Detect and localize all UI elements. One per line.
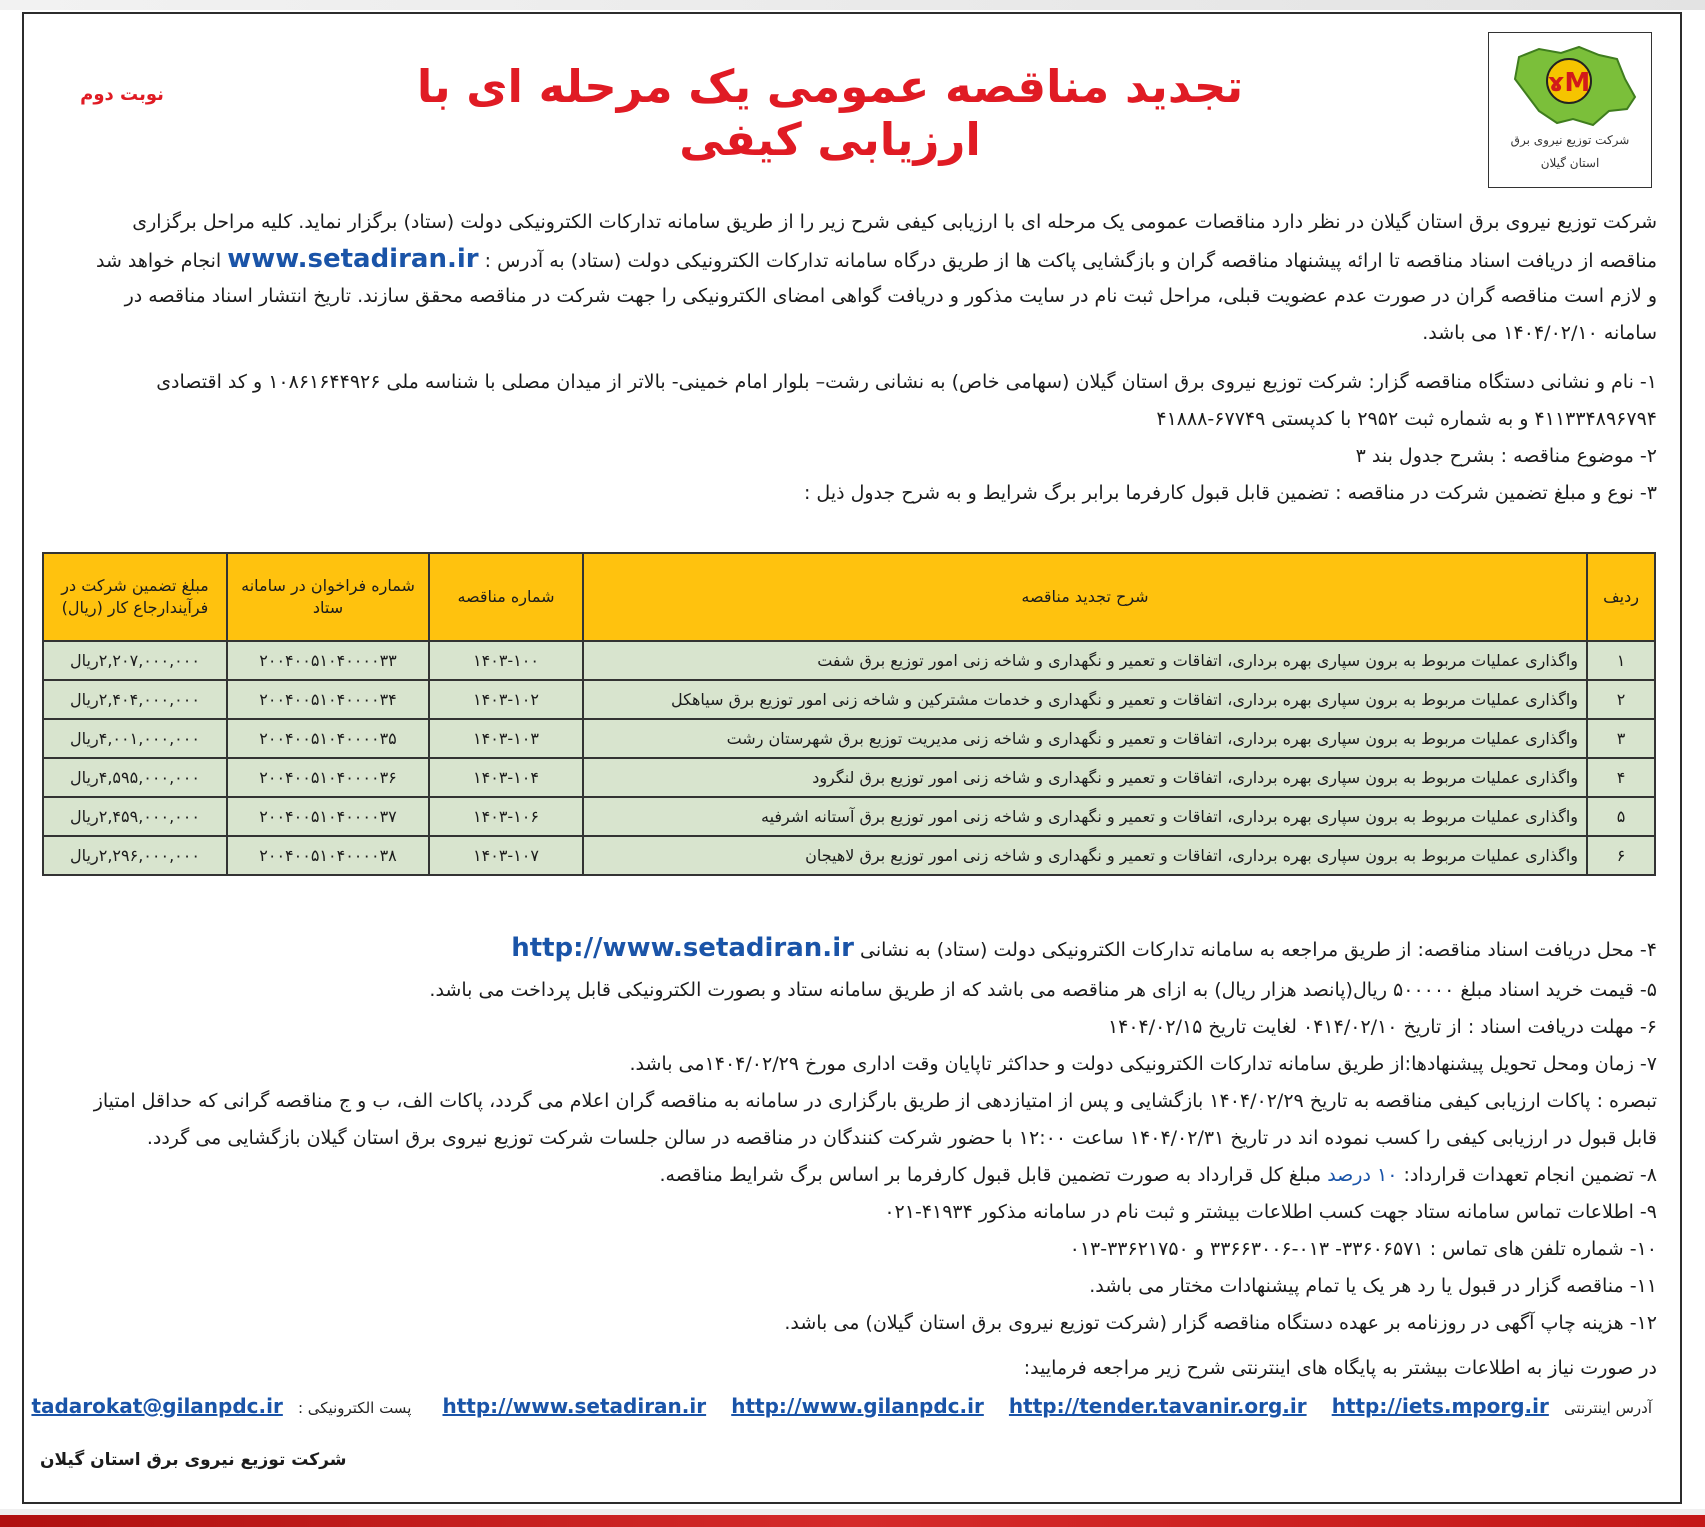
cell-desc: واگذاری عملیات مربوط به برون سپاری بهره برداری، اتفاقات و تعمیر و نگهداری و شاخه زنی امور توزیع برق لنگرود (583, 758, 1587, 797)
item-2: ۲- موضوع مناقصه : بشرح جدول بند ۳ (1355, 445, 1657, 467)
item-10: ۱۰- شماره تلفن های تماس : ۳۳۶۰۶۵۷۱- ۰۱۳-۳۳۶۶۳۰۰۶ و ۳۳۶۲۱۷۵۰-۰۱۳ (1069, 1238, 1657, 1260)
cell-guarantee: ۴,۵۹۵,۰۰۰,۰۰۰ریال (43, 758, 227, 797)
tenders-table (42, 552, 1656, 876)
table-row (43, 758, 1655, 797)
header-call-number: شماره فراخوان در سامانه ستاد (227, 553, 429, 641)
intro-line-2-end: انجام خواهد شد (95, 250, 222, 272)
cell-tender-no: ۱۴۰۳-۱۰۷ (429, 836, 583, 875)
header-guarantee: مبلغ تضمین شرکت در فرآیندارجاع کار (ریال) (43, 553, 227, 641)
cell-row: ۳ (1587, 719, 1655, 758)
cell-tender-no: ۱۴۰۳-۱۰۰ (429, 641, 583, 680)
setad-link-item-4[interactable]: http://www.setadiran.ir (511, 933, 854, 963)
table-row (43, 719, 1655, 758)
item-11: ۱۱- مناقصه گزار در قبول یا رد هر یک یا تمام پیشنهادات مختار می باشد. (1089, 1275, 1657, 1297)
cell-desc: واگذاری عملیات مربوط به برون سپاری بهره برداری، اتفاقات و تعمیر و نگهداری و شاخه زنی امور توزیع برق شفت (583, 641, 1587, 680)
cell-row: ۶ (1587, 836, 1655, 875)
cell-guarantee: ۲,۲۰۷,۰۰۰,۰۰۰ریال (43, 641, 227, 680)
header-row-number: ردیف (1587, 553, 1655, 641)
round-label: نوبت دوم (80, 84, 164, 105)
table-row (43, 797, 1655, 836)
intro-line-4: سامانه ۱۴۰۴/۰۲/۱۰ می باشد. (1422, 322, 1657, 344)
cell-row: ۲ (1587, 680, 1655, 719)
item-4 (47, 930, 1657, 969)
intro-line-2 (47, 241, 1657, 280)
iran-map-power-logo-icon (1499, 39, 1643, 135)
intro-line-2-text: مناقصه از دریافت اسناد مناقصه تا ارائه پیشنهاد مناقصه گران و بازگشایی پاکت ها از طریق درگاه سامانه تدارکات الکترونیکی دولت (ستاد) به آدرس : (484, 250, 1657, 272)
item-7: ۷- زمان ومحل تحویل پیشنهادها:از طریق سامانه تدارکات الکترونیکی دولت و حداکثر تاپایان وقت اداری مورخ ۱۴۰۴/۰۲/۲۹می باشد. (629, 1053, 1657, 1075)
web-address-label: آدرس اینترنتی (1563, 1399, 1652, 1417)
mporg-link[interactable]: http://iets.mporg.ir (1331, 1394, 1549, 1418)
cell-row: ۴ (1587, 758, 1655, 797)
item-12: ۱۲- هزینه چاپ آگهی در روزنامه بر عهده دستگاه مناقصه گزار (شرکت توزیع نیروی برق استان گیلان) می باشد. (784, 1312, 1657, 1334)
setad-link[interactable]: http://www.setadiran.ir (442, 1394, 707, 1418)
table-row (43, 836, 1655, 875)
cell-tender-no: ۱۴۰۳-۱۰۴ (429, 758, 583, 797)
cell-desc: واگذاری عملیات مربوط به برون سپاری بهره برداری، اتفاقات و تعمیر و نگهداری و شاخه زنی امور توزیع برق آستانه اشرفیه (583, 797, 1587, 836)
cell-call-no: ۲۰۰۴۰۰۵۱۰۴۰۰۰۰۳۳ (227, 641, 429, 680)
item-8-percent: ۱۰ درصد (1327, 1164, 1398, 1186)
item-8-text-b: مبلغ کل قرارداد به صورت تضمین قابل قبول کارفرما بر اساس برگ شرایط مناقصه. (659, 1164, 1322, 1186)
email-link[interactable]: tadarokat@gilanpdc.ir (31, 1394, 283, 1418)
cell-call-no: ۲۰۰۴۰۰۵۱۰۴۰۰۰۰۳۶ (227, 758, 429, 797)
cell-row: ۵ (1587, 797, 1655, 836)
tavanir-link[interactable]: http://tender.tavanir.org.ir (1008, 1394, 1307, 1418)
setad-link-inline[interactable]: www.setadiran.ir (227, 244, 479, 274)
cell-tender-no: ۱۴۰۳-۱۰۳ (429, 719, 583, 758)
header-description: شرح تجدید مناقصه (583, 553, 1587, 641)
cell-call-no: ۲۰۰۴۰۰۵۱۰۴۰۰۰۰۳۸ (227, 836, 429, 875)
intro-line-1: شرکت توزیع نیروی برق استان گیلان در نظر دارد مناقصات عمومی یک مرحله ای با ارزیابی کیفی شرح زیر را از طریق سامانه تدارکات الکترونیکی دولت (ستاد) برگزار نماید. کلیه مراحل برگزاری (132, 211, 1657, 233)
company-logo (1488, 32, 1652, 188)
cell-call-no: ۲۰۰۴۰۰۵۱۰۴۰۰۰۰۳۷ (227, 797, 429, 836)
svg-text:ɤM: ɤM (1547, 68, 1591, 98)
item-9: ۹- اطلاعات تماس سامانه ستاد جهت کسب اطلاعات بیشتر و ثبت نام در سامانه مذکور ۴۱۹۳۴-۰۲۱ (884, 1201, 1657, 1223)
item-4-text: ۴- محل دریافت اسناد مناقصه: از طریق مراجعه به سامانه تدارکات الکترونیکی دولت (ستاد) به نشانی (859, 939, 1657, 961)
cell-call-no: ۲۰۰۴۰۰۵۱۰۴۰۰۰۰۳۵ (227, 719, 429, 758)
gilan-link[interactable]: http://www.gilanpdc.ir (731, 1394, 984, 1418)
cell-call-no: ۲۰۰۴۰۰۵۱۰۴۰۰۰۰۳۴ (227, 680, 429, 719)
cell-guarantee: ۴,۰۰۱,۰۰۰,۰۰۰ریال (43, 719, 227, 758)
item-1-line-2: ۴۱۱۳۳۴۸۹۶۷۹۴ و به شماره ثبت ۲۹۵۲ با کدپستی ۶۷۷۴۹-۴۱۸۸۸ (1156, 408, 1657, 430)
cell-row: ۱ (1587, 641, 1655, 680)
cell-guarantee: ۲,۲۹۶,۰۰۰,۰۰۰ریال (43, 836, 227, 875)
bottom-red-strip (0, 1515, 1705, 1527)
item-8-text-a: ۸- تضمین انجام تعهدات قرارداد: (1403, 1164, 1657, 1186)
item-3: ۳- نوع و مبلغ تضمین شرکت در مناقصه : تضمین قابل قبول کارفرما برابر برگ شرایط و به شرح جدول ذیل : (803, 482, 1657, 504)
more-info: در صورت نیاز به اطلاعات بیشتر به پایگاه های اینترنتی شرح زیر مراجعه فرمایید: (1023, 1357, 1657, 1379)
table-row (43, 641, 1655, 680)
cell-guarantee: ۲,۴۰۴,۰۰۰,۰۰۰ریال (43, 680, 227, 719)
item-5: ۵- قیمت خرید اسناد مبلغ ۵۰۰۰۰۰ ریال(پانصد هزار ریال) به ازای هر مناقصه می باشد که از طریق سامانه ستاد و بصورت الکترونیکی قابل پرداخت می باشد. (429, 979, 1657, 1001)
logo-caption-2: استان گیلان (1540, 156, 1600, 170)
cell-tender-no: ۱۴۰۳-۱۰۶ (429, 797, 583, 836)
item-6: ۶- مهلت دریافت اسناد : از تاریخ ۰۴۱۴/۰۲/۱۰ لغایت تاریخ ۱۴۰۴/۰۲/۱۵ (1107, 1016, 1657, 1038)
cell-desc: واگذاری عملیات مربوط به برون سپاری بهره برداری، اتفاقات و تعمیر و نگهداری و خدمات مشترکین و شاخه زنی امور توزیع برق سیاهکل (583, 680, 1587, 719)
logo-caption-1: شرکت توزیع نیروی برق (1510, 133, 1630, 147)
links-row (31, 1394, 1652, 1418)
intro-line-3: و لازم است مناقصه گران در صورت عدم عضویت قبلی، مراحل ثبت نام در سایت مذکور و دریافت گواهی امضای الکترونیکی را جهت شرکت در مناقصه محقق سازند. تاریخ انتشار اسناد مناقصه در (124, 285, 1657, 307)
cell-desc: واگذاری عملیات مربوط به برون سپاری بهره برداری، اتفاقات و تعمیر و نگهداری و شاخه زنی امور توزیع برق لاهیجان (583, 836, 1587, 875)
table-row (43, 680, 1655, 719)
table-header-row (43, 553, 1655, 641)
header-tender-number: شماره مناقصه (429, 553, 583, 641)
note-line-2: قابل قبول در ارزیابی کیفی را کسب نموده اند در تاریخ ۱۴۰۴/۰۲/۳۱ ساعت ۱۲:۰۰ با حضور شرکت کنندگان در مناقصه در سالن جلسات شرکت توزیع نیروی برق استان گیلان بازگشایی می گردد. (146, 1127, 1657, 1149)
item-1-line-1: ۱- نام و نشانی دستگاه مناقصه گزار: شرکت توزیع نیروی برق استان گیلان (سهامی خاص) به نشانی رشت– بلوار امام خمینی- بالاتر از میدان مصلی با شناسه ملی ۱۰۸۶۱۶۴۴۹۲۶ و کد اقتصادی (156, 371, 1657, 393)
tenders-table-wrapper (42, 552, 1654, 876)
email-label: پست الکترونیکی : (297, 1399, 412, 1417)
cell-desc: واگذاری عملیات مربوط به برون سپاری بهره برداری، اتفاقات و تعمیر و نگهداری و شاخه زنی مدیریت توزیع برق شهرستان رشت (583, 719, 1587, 758)
cell-tender-no: ۱۴۰۳-۱۰۲ (429, 680, 583, 719)
cell-guarantee: ۲,۴۵۹,۰۰۰,۰۰۰ریال (43, 797, 227, 836)
footer-company: شرکت توزیع نیروی برق استان گیلان (40, 1450, 347, 1470)
note-line-1: تبصره : پاکات ارزیابی کیفی مناقصه به تاریخ ۱۴۰۴/۰۲/۲۹ بازگشایی و پس از امتیازدهی از طریق بارگزاری در سامانه به مناقصه گران اعلام می گردد، پاکات الف، ب و ج مناقصه گرانی که حداقل امتیاز (93, 1090, 1657, 1112)
page-title: تجدید مناقصه عمومی یک مرحله ای با ارزیابی کیفی (416, 60, 1244, 166)
top-strip (0, 0, 1705, 10)
item-8 (47, 1157, 1657, 1194)
